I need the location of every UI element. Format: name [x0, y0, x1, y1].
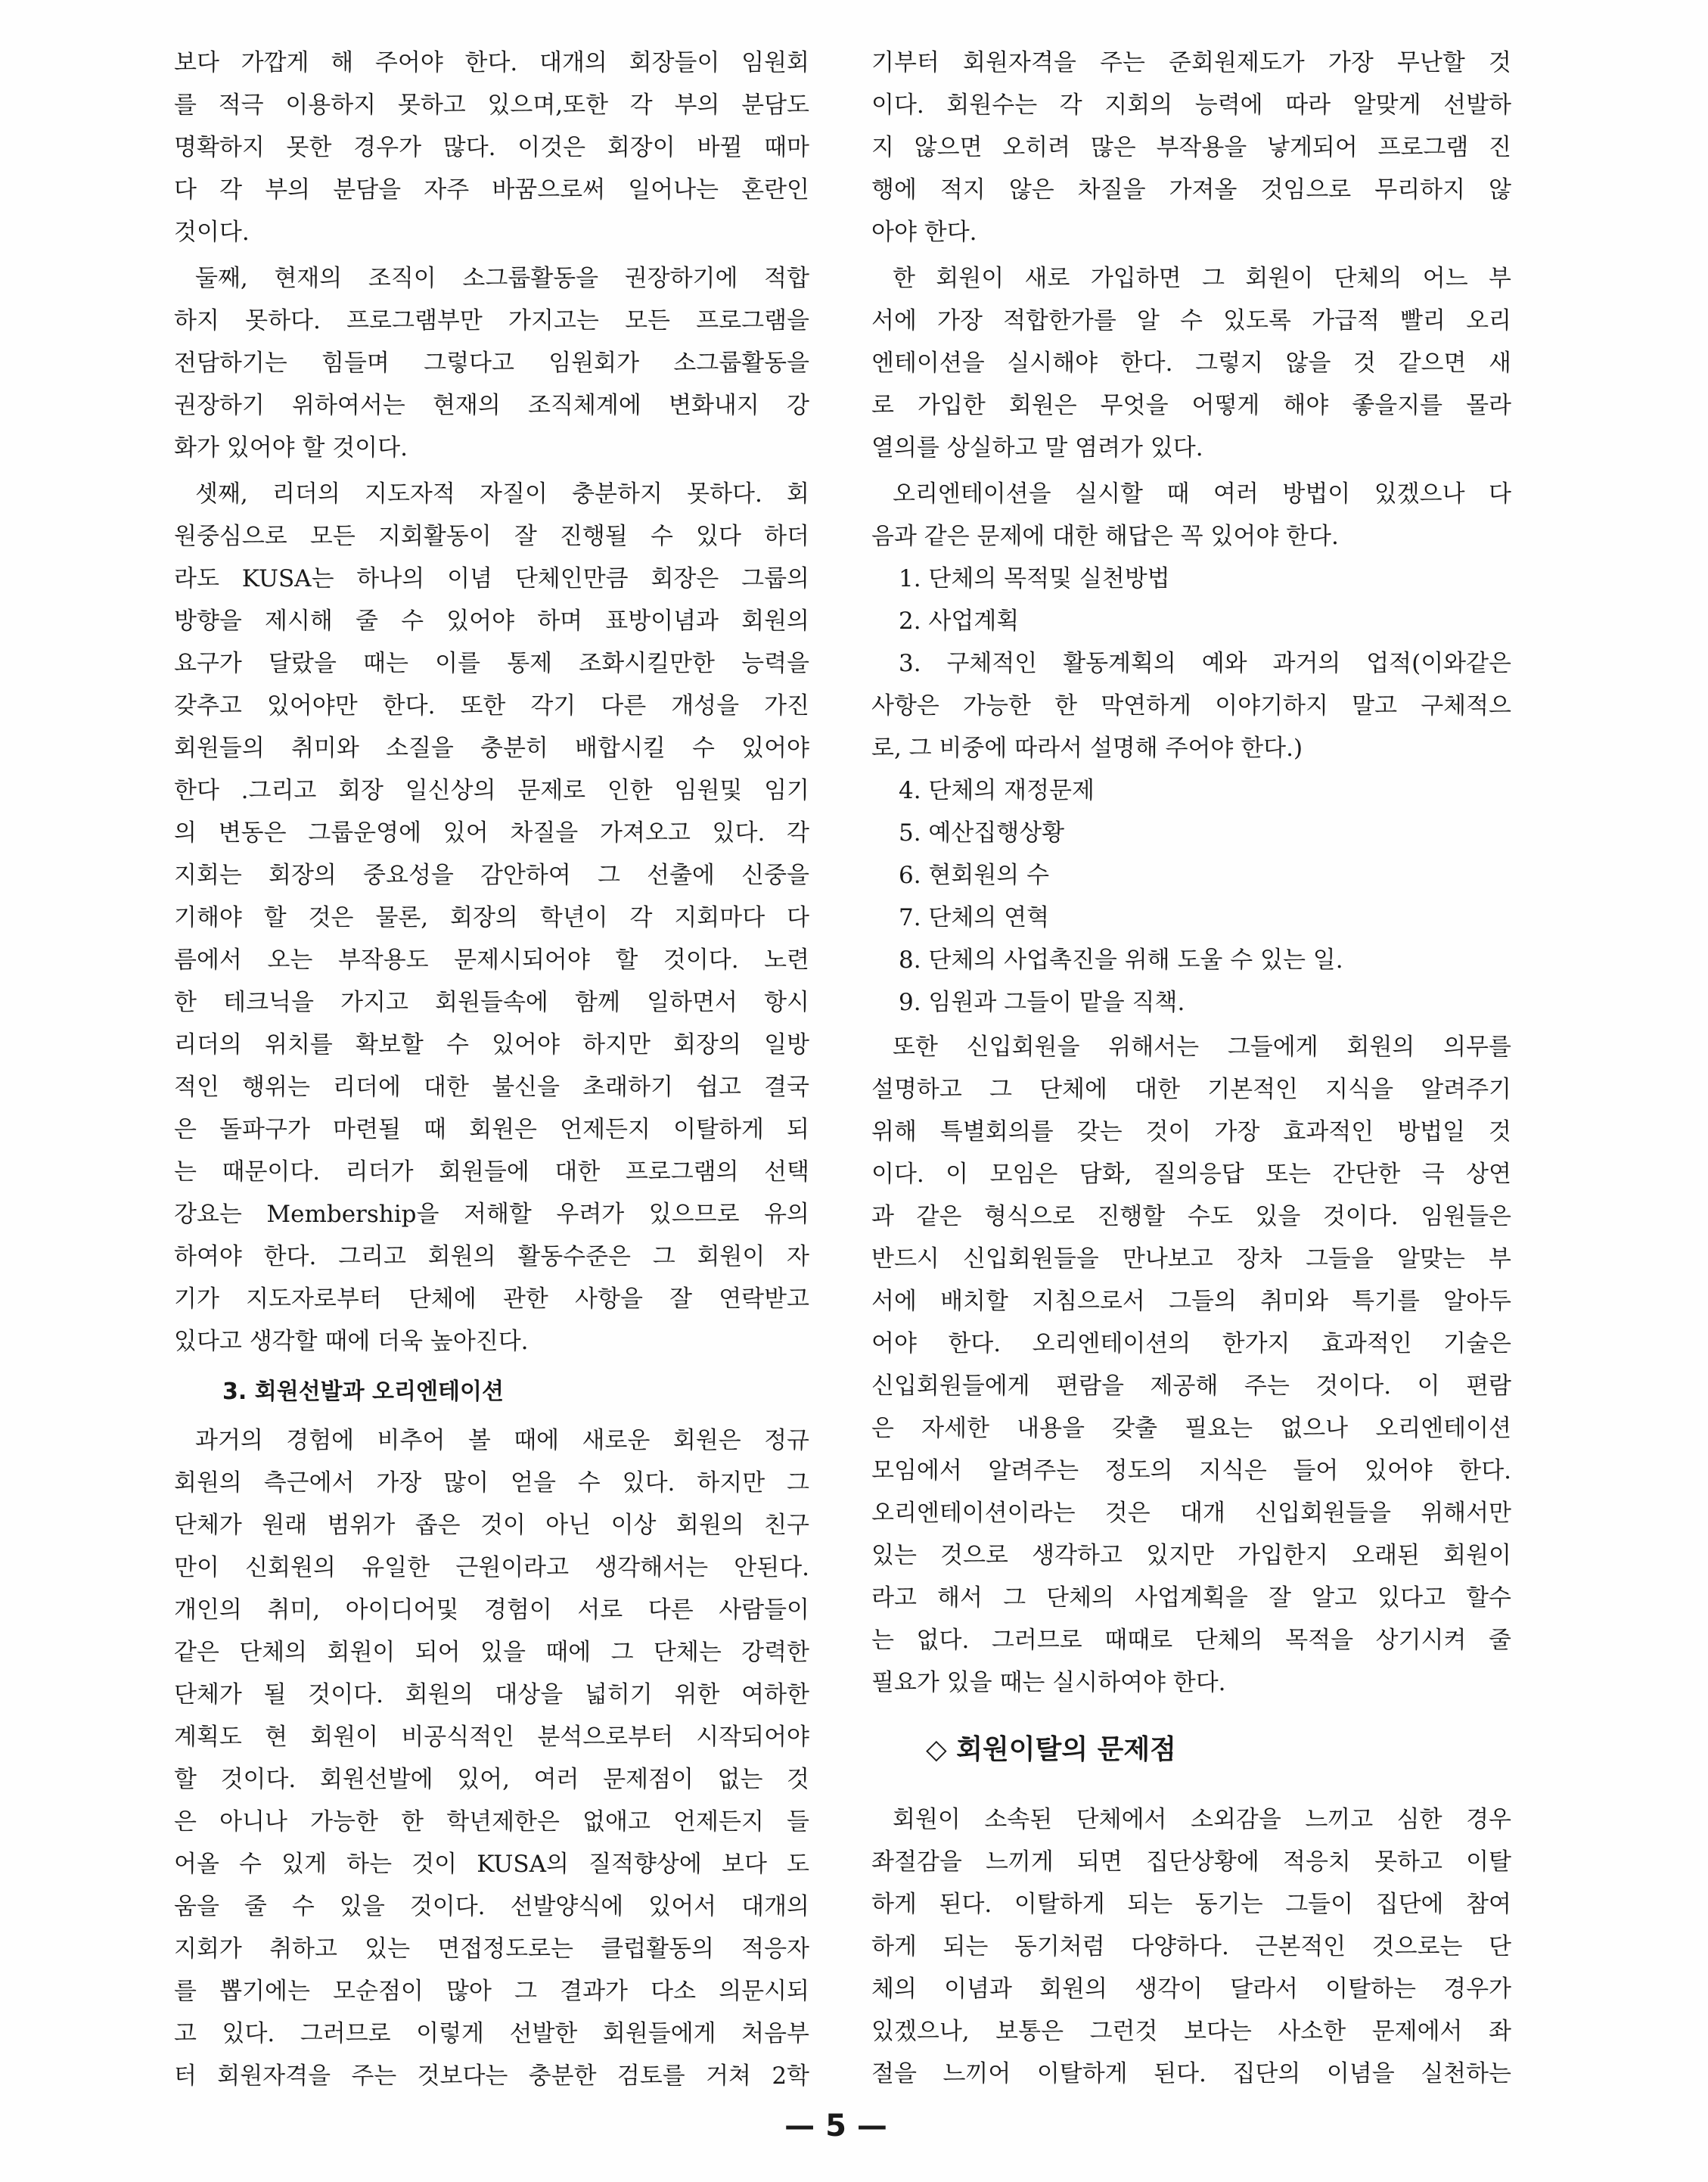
- text-line: 름에서 오는 부작용도 문제시되어야 할 것이다. 노련: [174, 946, 809, 974]
- paragraph: [174, 257, 809, 469]
- text-line: 계획도 현 회원이 비공식적인 분석으로부터 시작되어야: [174, 1724, 809, 1751]
- text-line: 할 것이다. 회원선발에 있어, 여러 문제점이 없는 것: [174, 1766, 809, 1793]
- list-item: 9. 임원과 그들이 맡을 직책.: [899, 989, 1185, 1016]
- text-line: 과거의 경험에 비추어 볼 때에 새로운 회원은 정규: [195, 1427, 809, 1454]
- text-line: 기해야 할 것은 물론, 회장의 학년이 각 지회마다 다: [174, 904, 809, 931]
- list-item: 7. 단체의 연혁: [899, 904, 1050, 931]
- text-line: 단체가 원래 범위가 좁은 것이 아닌 이상 회원의 친구: [174, 1512, 809, 1539]
- text-line: 같은 단체의 회원이 되어 있을 때에 그 단체는 강력한: [174, 1639, 809, 1666]
- text-line: 것이다.: [174, 219, 250, 246]
- paragraph: [871, 1026, 1511, 1704]
- text-line: 있겠으나, 보통은 그런것 보다는 사소한 문제에서 좌: [871, 2018, 1511, 2045]
- text-line: 이다. 이 모임은 담화, 질의응답 또는 간단한 극 상연: [871, 1161, 1511, 1188]
- text-line: 반드시 신입회원들을 만나보고 장차 그들을 알맞는 부: [871, 1245, 1511, 1273]
- text-line: 를 적극 이용하지 못하고 있으며,또한 각 부의 분담도: [174, 92, 809, 119]
- list-item: 1. 단체의 목적및 실천방법: [899, 565, 1170, 592]
- text-line: 어올 수 있게 하는 것이 KUSA의 질적향상에 보다 도: [174, 1851, 809, 1878]
- text-line: 하게 되는 동기처럼 다양하다. 근본적인 것으로는 단: [871, 1933, 1511, 1960]
- list-item-continuation: 로, 그 비중에 따라서 설명해 주어야 한다.): [871, 735, 1303, 762]
- page-number: — 5 —: [784, 2109, 887, 2143]
- paragraph: [871, 1798, 1511, 2095]
- text-line: 한다 .그리고 회장 일신상의 문제로 인한 임원및 임기: [174, 777, 809, 804]
- list-item: 8. 단체의 사업촉진을 위해 도울 수 있는 일.: [899, 946, 1343, 974]
- text-line: 과 같은 형식으로 진행할 수도 있을 것이다. 임원들은: [871, 1203, 1511, 1230]
- text-line: 엔테이션을 실시해야 한다. 그렇지 않을 것 같으면 새: [871, 350, 1511, 377]
- text-line: 강요는 Membership을 저해할 우려가 있으므로 유의: [174, 1201, 809, 1228]
- list-item: 2. 사업계획: [899, 608, 1020, 635]
- text-line: 지회가 취하고 있는 면접정도로는 클럽활동의 적응자: [174, 1935, 809, 1963]
- text-line: 다 각 부의 분담을 자주 바꿈으로써 일어나는 혼란인: [174, 176, 809, 204]
- text-line: 요구가 달랐을 때는 이를 통제 조화시킬만한 능력을: [174, 650, 809, 677]
- text-line: 방향을 제시해 줄 수 있어야 하며 표방이념과 회원의: [174, 608, 809, 635]
- text-line: 오리엔테이션을 실시할 때 여러 방법이 있겠으나 다: [893, 480, 1511, 508]
- text-line: 이다. 회원수는 각 지회의 능력에 따라 알맞게 선발하: [871, 92, 1511, 119]
- text-line: 움을 줄 수 있을 것이다. 선발양식에 있어서 대개의: [174, 1893, 809, 1920]
- right-column: [871, 0, 1511, 2118]
- text-line: 셋째, 리더의 지도자적 자질이 충분하지 못하다. 회: [195, 480, 809, 508]
- text-line: 체의 이념과 회원의 생각이 달라서 이탈하는 경우가: [871, 1975, 1511, 2003]
- text-line: 은 자세한 내용을 갖출 필요는 없으나 오리엔테이션: [871, 1415, 1511, 1442]
- text-line: 라고 해서 그 단체의 사업계획을 잘 알고 있다고 할수: [871, 1584, 1511, 1612]
- text-line: 은 돌파구가 마련될 때 회원은 언제든지 이탈하게 되: [174, 1116, 809, 1143]
- text-line: 절을 느끼어 이탈하게 된다. 집단의 이념을 실천하는: [871, 2060, 1511, 2087]
- list-item: 5. 예산집행상황: [899, 819, 1065, 847]
- text-line: 권장하기 위하여서는 현재의 조직체계에 변화내지 강: [174, 392, 809, 419]
- text-line: 설명하고 그 단체에 대한 기본적인 지식을 알려주기: [871, 1076, 1511, 1103]
- text-line: 하게 된다. 이탈하게 되는 동기는 그들이 집단에 참여: [871, 1891, 1511, 1918]
- text-line: 명확하지 못한 경우가 많다. 이것은 회장이 바뀔 때마: [174, 134, 809, 161]
- text-line: 개인의 취미, 아이디어및 경험이 서로 다른 사람들이: [174, 1596, 809, 1624]
- list-item: 3. 구체적인 활동계획의 예와 과거의 업적(이와같은: [899, 650, 1511, 677]
- text-line: 또한 신입회원을 위해서는 그들에게 회원의 의무를: [893, 1033, 1511, 1061]
- list-item: 6. 현회원의 수: [899, 862, 1050, 889]
- text-line: 필요가 있을 때는 실시하여야 한다.: [871, 1669, 1226, 1696]
- text-line: 를 뽑기에는 모순점이 많아 그 결과가 다소 의문시되: [174, 1978, 809, 2005]
- text-line: 서에 배치할 지침으로서 그들의 취미와 특기를 알아두: [871, 1288, 1511, 1315]
- text-line: 기가 지도자로부터 단체에 관한 사항을 잘 연락받고: [174, 1285, 809, 1313]
- text-line: 회원의 측근에서 가장 많이 얻을 수 있다. 하지만 그: [174, 1469, 809, 1497]
- text-line: 모임에서 알려주는 정도의 지식은 들어 있어야 한다.: [871, 1457, 1511, 1484]
- text-line: 아야 한다.: [871, 219, 977, 246]
- text-line: 갖추고 있어야만 한다. 또한 각기 다른 개성을 가진: [174, 692, 809, 720]
- text-line: 원중심으로 모든 지회활동이 잘 진행될 수 있다 하더: [174, 523, 809, 550]
- text-line: 는 때문이다. 리더가 회원들에 대한 프로그램의 선택: [174, 1158, 809, 1186]
- left-column: [174, 0, 809, 2118]
- text-line: 한 회원이 새로 가입하면 그 회원이 단체의 어느 부: [893, 265, 1511, 292]
- text-line: 위해 특별회의를 갖는 것이 가장 효과적인 방법일 것: [871, 1118, 1511, 1145]
- text-line: 만이 신회원의 유일한 근원이라고 생각해서는 안된다.: [174, 1554, 809, 1581]
- paragraph: [871, 257, 1511, 469]
- text-line: 회원이 소속된 단체에서 소외감을 느끼고 심한 경우: [893, 1806, 1511, 1833]
- paragraph: [871, 473, 1511, 558]
- text-line: 고 있다. 그러므로 이렇게 선발한 회원들에게 처음부: [174, 2020, 809, 2047]
- text-line: 있는 것으로 생각하고 있지만 가입한지 오래된 회원이: [871, 1542, 1511, 1569]
- list-item-continuation: 사항은 가능한 한 막연하게 이야기하지 말고 구체적으: [871, 692, 1511, 720]
- paragraph: [174, 1419, 809, 2097]
- text-line: 적인 행위는 리더에 대한 불신을 초래하기 쉽고 결국: [174, 1074, 809, 1101]
- paragraph: [174, 473, 809, 1363]
- text-line: 회원들의 취미와 소질을 충분히 배합시킬 수 있어야: [174, 735, 809, 762]
- text-line: 보다 가깝게 해 주어야 한다. 대개의 회장들이 임원회: [174, 49, 809, 76]
- text-line: 은 아니나 가능한 한 학년제한은 없애고 언제든지 들: [174, 1808, 809, 1835]
- text-line: 화가 있어야 할 것이다.: [174, 434, 408, 462]
- text-line: 기부터 회원자격을 주는 준회원제도가 가장 무난할 것: [871, 49, 1511, 76]
- text-line: 열의를 상실하고 말 염려가 있다.: [871, 434, 1203, 462]
- paragraph: [174, 42, 809, 253]
- text-line: 단체가 될 것이다. 회원의 대상을 넓히기 위한 여하한: [174, 1681, 809, 1708]
- text-line: 오리엔테이션이라는 것은 대개 신입회원들을 위해서만: [871, 1500, 1511, 1527]
- paragraph: [871, 42, 1511, 253]
- text-line: 하지 못하다. 프로그램부만 가지고는 모든 프로그램을: [174, 307, 809, 334]
- section-heading: 3. 회원선발과 오리엔테이션: [222, 1379, 504, 1405]
- text-line: 어야 한다. 오리엔테이션의 한가지 효과적인 기술은: [871, 1330, 1511, 1357]
- text-line: 신입회원들에게 편람을 제공해 주는 것이다. 이 편람: [871, 1372, 1511, 1400]
- text-line: 지회는 회장의 중요성을 감안하여 그 선출에 신중을: [174, 862, 809, 889]
- list-item: 4. 단체의 재정문제: [899, 777, 1095, 804]
- numbered-list: [871, 558, 1511, 1024]
- text-line: 리더의 위치를 확보할 수 있어야 하지만 회장의 일방: [174, 1031, 809, 1058]
- text-line: 좌절감을 느끼게 되면 집단상황에 적응치 못하고 이탈: [871, 1848, 1511, 1876]
- text-line: 한 테크닉을 가지고 회원들속에 함께 일하면서 항시: [174, 989, 809, 1016]
- text-line: 터 회원자격을 주는 것보다는 충분한 검토를 거쳐 2학: [174, 2062, 809, 2090]
- section-heading: ◇ 회원이탈의 문제점: [926, 1734, 1176, 1765]
- text-line: 로 가입한 회원은 무엇을 어떻게 해야 좋을지를 몰라: [871, 392, 1511, 419]
- text-line: 의 변동은 그룹운영에 있어 차질을 가져오고 있다. 각: [174, 819, 809, 847]
- text-line: 서에 가장 적합한가를 알 수 있도록 가급적 빨리 오리: [871, 307, 1511, 334]
- text-line: 는 없다. 그러므로 때때로 단체의 목적을 상기시켜 줄: [871, 1627, 1511, 1654]
- text-line: 음과 같은 문제에 대한 해답은 꼭 있어야 한다.: [871, 523, 1339, 550]
- text-line: 전담하기는 힘들며 그렇다고 임원회가 소그룹활동을: [174, 350, 809, 377]
- text-line: 하여야 한다. 그리고 회원의 활동수준은 그 회원이 자: [174, 1243, 809, 1270]
- text-line: 라도 KUSA는 하나의 이념 단체인만큼 회장은 그룹의: [174, 565, 809, 592]
- text-line: 둘째, 현재의 조직이 소그룹활동을 권장하기에 적합: [195, 265, 809, 292]
- text-line: 지 않으면 오히려 많은 부작용을 낳게되어 프로그램 진: [871, 134, 1511, 161]
- text-line: 있다고 생각할 때에 더욱 높아진다.: [174, 1328, 529, 1355]
- text-line: 행에 적지 않은 차질을 가져올 것임으로 무리하지 않: [871, 176, 1511, 204]
